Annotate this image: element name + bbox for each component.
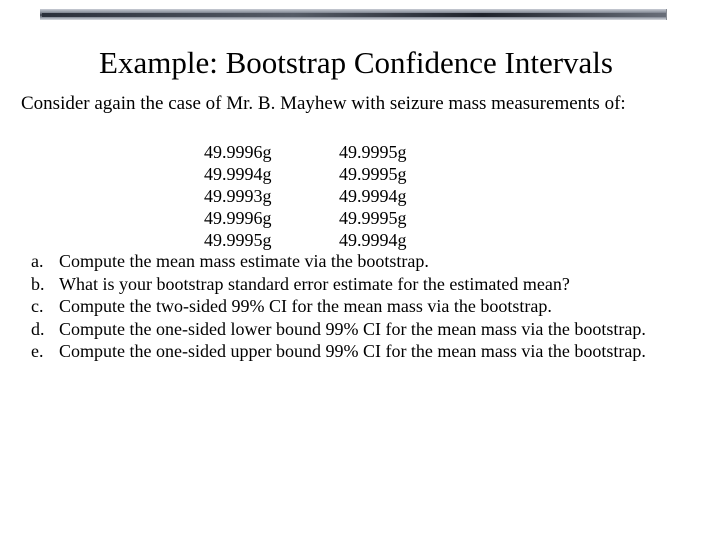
question-item <box>31 318 646 341</box>
question-text: Compute the two-sided 99% CI for the mean mass via the bootstrap. <box>59 296 552 316</box>
question-letter: a. <box>31 251 44 271</box>
measurement-value: 49.9995g <box>339 142 407 162</box>
question-letter: d. <box>31 318 45 339</box>
header-bar-end-cap <box>666 9 681 20</box>
header-decorative-bar <box>40 9 681 20</box>
measurement-value: 49.9995g <box>204 230 272 250</box>
question-text: Compute the one-sided lower bound 99% CI for the mean mass via the bootstrap. <box>59 318 646 339</box>
measurements-left-column <box>204 141 272 251</box>
measurement-value: 49.9996g <box>204 208 272 228</box>
intro-text: Consider again the case of Mr. B. Mayhew with seizure mass measurements of: <box>21 93 626 114</box>
measurements-right-column <box>339 141 407 251</box>
question-letter: c. <box>31 296 44 316</box>
measurement-value: 49.9995g <box>339 208 407 228</box>
question-item <box>31 250 646 273</box>
question-item <box>31 295 646 318</box>
measurement-value: 49.9993g <box>204 186 272 206</box>
question-item <box>31 340 646 363</box>
question-list <box>31 250 646 363</box>
question-letter: e. <box>31 341 44 361</box>
measurement-value: 49.9995g <box>339 164 407 184</box>
measurement-value: 49.9994g <box>339 186 407 206</box>
question-letter: b. <box>31 273 45 294</box>
measurement-value: 49.9996g <box>204 142 272 162</box>
question-item <box>31 273 646 296</box>
measurement-value: 49.9994g <box>339 230 407 250</box>
question-text: Compute the mean mass estimate via the bootstrap. <box>59 251 429 271</box>
question-text: Compute the one-sided upper bound 99% CI for the mean mass via the bootstrap. <box>59 341 646 361</box>
header-bar-stripe <box>42 13 671 17</box>
measurement-value: 49.9994g <box>204 164 272 184</box>
slide-title: Example: Bootstrap Confidence Intervals <box>99 45 613 80</box>
question-text: What is your bootstrap standard error estimate for the estimated mean? <box>59 273 570 294</box>
